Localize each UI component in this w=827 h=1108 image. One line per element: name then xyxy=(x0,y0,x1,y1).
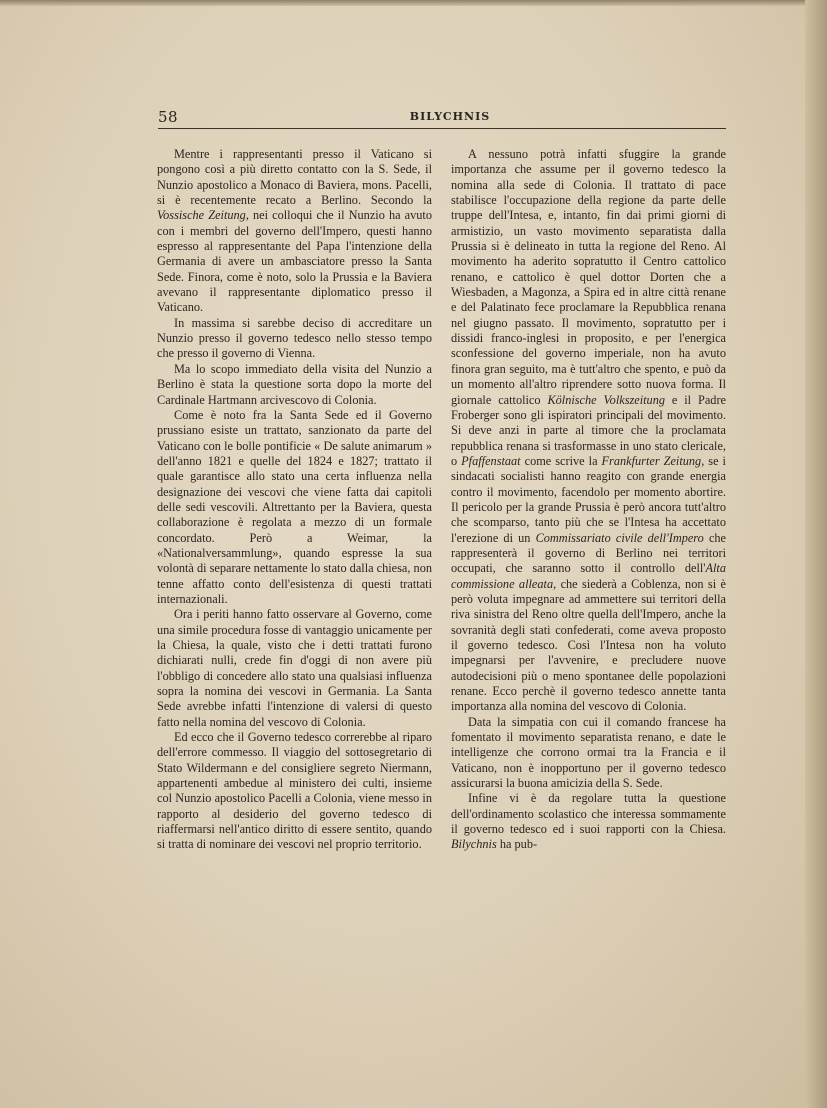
page-right-edge xyxy=(805,0,827,1108)
paragraph: Ma lo scopo immediato della visita del Nunzio a Berlino è stata la questione sorta dopo la morte del Cardinale Hartmann arcivescovo di Colonia. xyxy=(157,361,432,407)
paragraph: In massima si sarebbe deciso di accreditare un Nunzio presso il governo tedesco nello stesso tempo che presso il governo di Vienna. xyxy=(157,315,432,361)
paragraph: A nessuno potrà infatti sfuggire la grande importanza che assume per il governo tedesco la nomina alla sede di Colonia. Il trattato di pace stabilisce l'occupazione della regione da parte delle truppe dell'Intesa, e, intanto, fin dai primi giorni di armistizio, un vasto movimento separatista dalla Prussia si è delineato in tutta la regione del Reno. Al movimento ha aderito sopratutto il Centro cattolico renano, e cattolico è quel dottor Dorten che a Wiesbaden, a Magonza, a Spira ed in altre città renane e del Palatinato fece proclamare la Repubblica renana nel giugno passato. Il movimento, sopratutto per i dissidi franco-inglesi in proposito, e per l'energica sconfessione del governo imperiale, non ha avuto finora gran seguito, ma è tutt'altro che spento, e può da un momento all'altro riprendere sotto nuova forma. Il giornale cattolico Kölnische Volkszeitung e il Padre Froberger sono gli ispiratori principali del movimento. Si deve anzi in parte al timore che la proclamata repubblica renana si trasformasse in uno stato clericale, o Pfaffenstaat come scrive la Frankfurter Zeitung, se i sindacati socialisti hanno reagito con grande energia contro il movimento, facendolo per momento abortire. Il pericolo per la grande Prussia è però ancora tutt'altro che scomparso, tanto più che se l'Intesa ha accettato l'erezione di un Commissariato civile dell'Impero che rappresenterà il governo di Berlino nei territori occupati, che saranno sotto il controllo dell'Alta commissione alleata, che siederà a Coblenza, non si è però voluta impegnare ad ammettere sui territori della riva sinistra del Reno oltre quella dell'Impero, anche la sovranità degli stati confederati, come aveva proposto il governo tedesco. Così l'Intesa non ha voluto impegnarsi per l'avvenire, e precludere nuove autodecisioni più o meno spontanee delle popolazioni renane. Ecco perchè il governo tedesco annette tanta importanza alla nomina del vescovo di Colonia. xyxy=(451,147,727,714)
header-rule xyxy=(158,128,726,129)
page-number: 58 xyxy=(158,108,179,126)
paragraph: Ora i periti hanno fatto osservare al Governo, come una simile procedura fosse di vantaggio unicamente per la Chiesa, la quale, visto che i detti trattati furono dichiarati nulli, crede fin d'oggi di non avere più l'obbligo di concedere allo stato una qualsiasi influenza sopra la nomina dei vescovi in Germania. La Santa Sede avrebbe infatti l'intenzione di valersi di questo fatto nella nomina del vescovo di Colonia. xyxy=(157,607,432,729)
paragraph: Ed ecco che il Governo tedesco correrebbe al riparo dell'errore commesso. Il viaggio del sottosegretario di Stato Wildermann e del consigliere segreto Niermann, appartenenti ambedue al ministero dei culti, insieme col Nunzio apostolico Pacelli a Colonia, viene messo in rapporto al desiderio del governo tedesco di riaffermarsi nell'antico diritto di essere sentito, quando si tratta di nominare dei vescovi nel proprio territorio. xyxy=(157,730,432,852)
left-column xyxy=(157,147,432,853)
right-column xyxy=(451,147,726,853)
paragraph: Mentre i rappresentanti presso il Vaticano si pongono così a più diretto contatto con la S. Sede, il Nunzio apostolico a Monaco di Baviera, mons. Pacelli, si è recentemente recato a Berlino. Secondo la Vossische Zeitung, nei colloqui che il Nunzio ha avuto con i membri del governo dell'Impero, questi hanno espresso al rappresentante del Papa l'intenzione della Germania di avere un ambasciatore presso la Santa Sede. Finora, come è noto, solo la Prussia e la Baviera avevano il rappresentante diplomatico presso il Vaticano. xyxy=(157,147,432,315)
running-head-title: BILYCHNIS xyxy=(409,110,491,123)
paragraph: Infine vi è da regolare tutta la questione dell'ordinamento scolastico che interessa sommamente il governo tedesco ed i suoi rapporti con la Chiesa. Bilychnis ha pub- xyxy=(451,791,726,852)
paragraph: Data la simpatia con cui il comando francese ha fomentato il movimento separatista renano, e date le intelligenze che corrono ormai tra la Francia e il Vaticano, non è inopportuno per il governo tedesco assicurarsi la buona amicizia della S. Sede. xyxy=(451,714,726,791)
page-top-edge xyxy=(0,0,827,6)
paragraph: Come è noto fra la Santa Sede ed il Governo prussiano esiste un trattato, sanzionato da parte del Vaticano con le bolle pontificie « De salute animarum » dell'anno 1821 e quelle del 1824 e 1827; trattato il quale garantisce allo stato una certa influenza nella designazione dei vescovi che viene fatta dai capitoli delle sedi vescovili. Altrettanto per la Baviera, questa collaborazione è regolata a mezzo di un formale concordato. Però a Weimar, la «Nationalversammlung», quando espresse la sua volontà di separare nettamente lo stato dalla chiesa, non tenne affatto conto dell'esistenza di questi trattati internazionali. xyxy=(157,407,432,606)
